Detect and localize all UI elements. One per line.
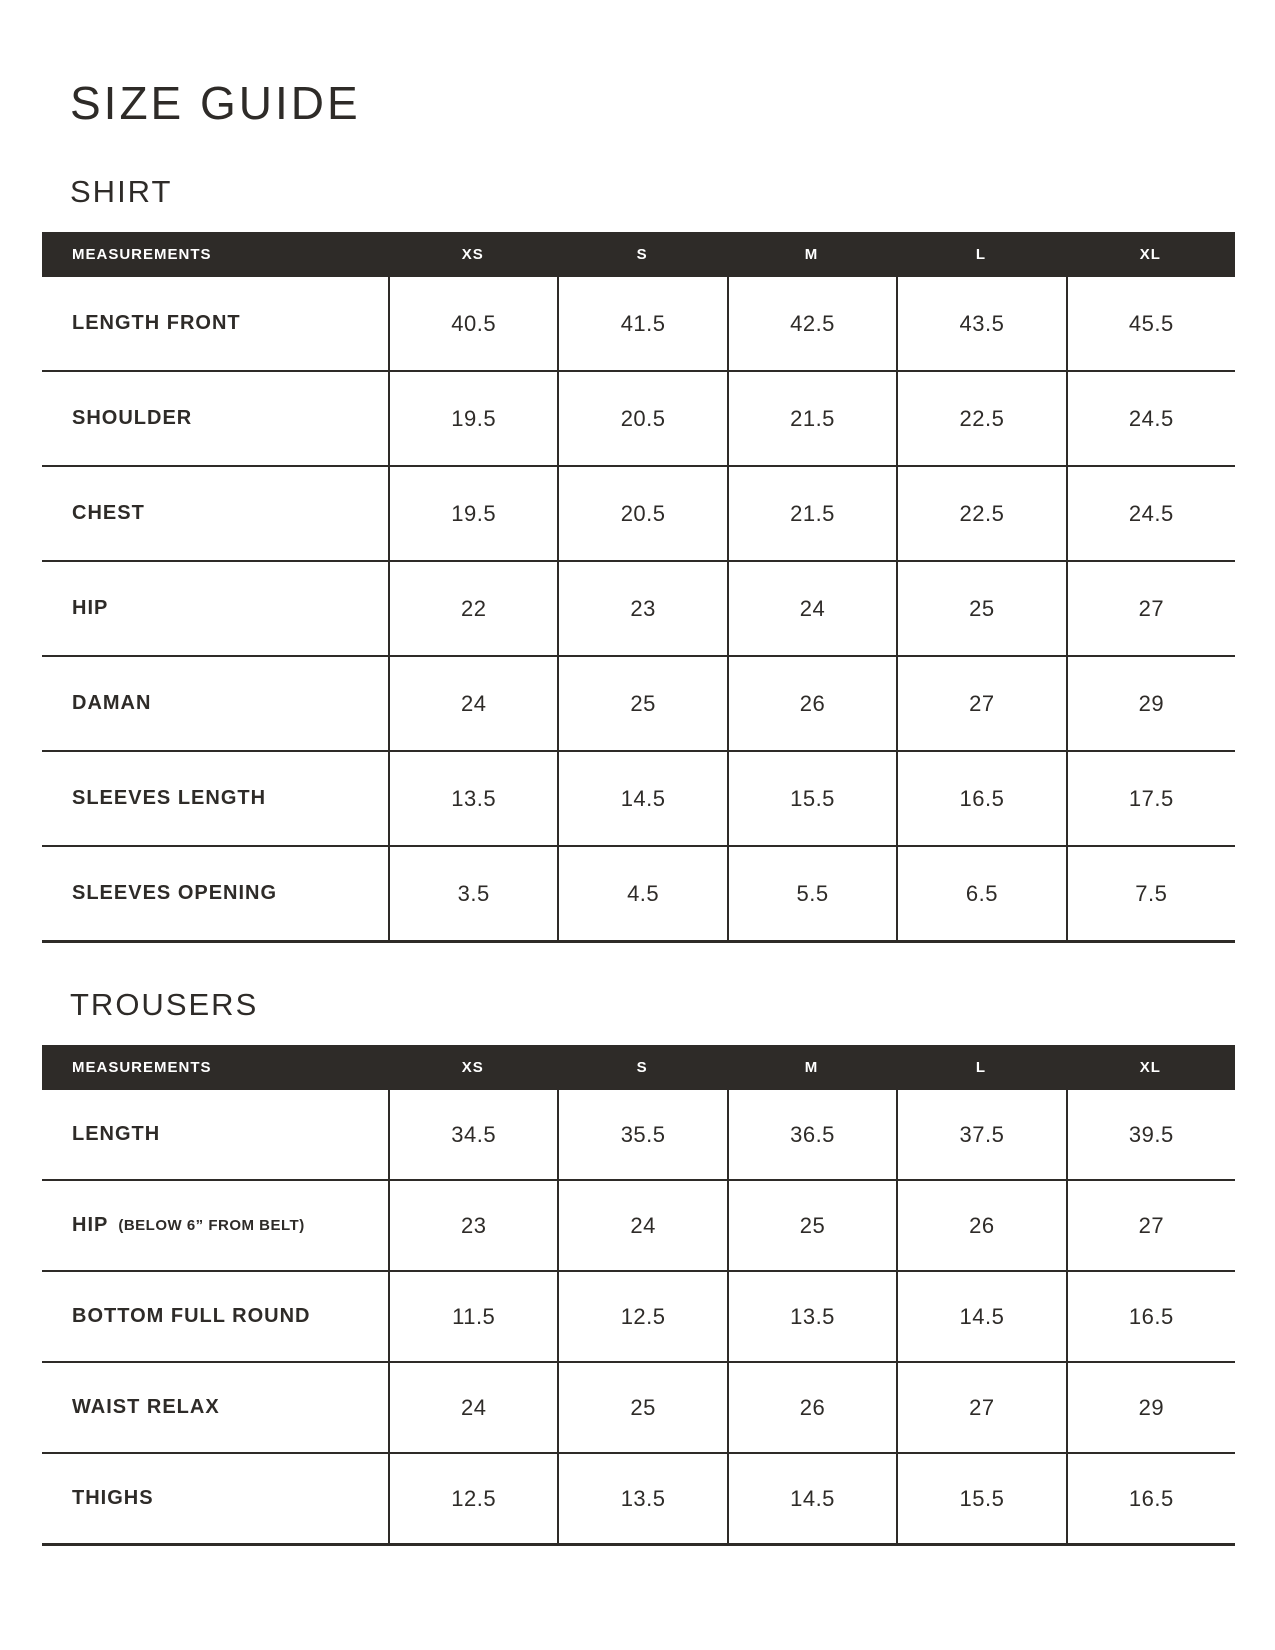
column-header-measurements: MEASUREMENTS [72,246,212,263]
cell-value: 25 [896,562,1065,655]
cell-value: 24 [557,1181,726,1270]
table-row-daman [42,655,1235,750]
cell-value: 25 [557,1363,726,1452]
cell-value: 12.5 [388,1454,557,1543]
cell-value: 29 [1066,657,1235,750]
row-label-text: HIP [72,1214,109,1236]
row-label [42,1090,388,1179]
cell-value: 7.5 [1066,847,1235,940]
cell-value: 20.5 [557,372,726,465]
cell-value: 27 [1066,1181,1235,1270]
cell-value: 19.5 [388,372,557,465]
cell-value: 16.5 [1066,1272,1235,1361]
cell-value: 24 [388,1363,557,1452]
column-header-measurements: MEASUREMENTS [72,1059,212,1076]
row-label [42,1181,388,1270]
cell-value: 13.5 [727,1272,896,1361]
cell-value: 6.5 [896,847,1065,940]
row-label: DAMAN [72,692,152,714]
cell-value: 11.5 [388,1272,557,1361]
cell-value: 27 [896,657,1065,750]
row-label-text: WAIST RELAX [72,1396,220,1418]
cell-value: 13.5 [388,752,557,845]
section-heading-shirt: SHIRT [70,174,173,209]
cell-value: 16.5 [1066,1454,1235,1543]
table-row-bottom-full-round [42,1270,1235,1361]
cell-value: 40.5 [388,277,557,370]
shirt-table-header-row [42,232,1235,277]
table-row-hip-below-belt [42,1179,1235,1270]
cell-value: 22 [388,562,557,655]
cell-value: 13.5 [557,1454,726,1543]
cell-value: 27 [896,1363,1065,1452]
page-title: SIZE GUIDE [70,77,361,129]
row-label-text: LENGTH [72,1123,161,1145]
table-row-shoulder [42,370,1235,465]
cell-value: 4.5 [557,847,726,940]
column-header-xl: XL [1139,1059,1161,1076]
cell-value: 14.5 [727,1454,896,1543]
cell-value: 37.5 [896,1090,1065,1179]
cell-value: 35.5 [557,1090,726,1179]
row-label: SHOULDER [72,407,193,429]
trousers-table-header-row [42,1045,1235,1090]
cell-value: 21.5 [727,372,896,465]
row-label [42,1272,388,1361]
table-row-chest [42,465,1235,560]
cell-value: 24 [727,562,896,655]
row-label [42,1363,388,1452]
row-label: SLEEVES OPENING [72,882,278,904]
row-label-note: (BELOW 6” FROM BELT) [118,1217,305,1234]
column-header-xl: XL [1139,246,1161,263]
cell-value: 25 [557,657,726,750]
cell-value: 23 [388,1181,557,1270]
cell-value: 21.5 [727,467,896,560]
cell-value: 39.5 [1066,1090,1235,1179]
cell-value: 45.5 [1066,277,1235,370]
table-row-sleeves-length [42,750,1235,845]
table-row-thighs [42,1452,1235,1543]
cell-value: 22.5 [896,372,1065,465]
cell-value: 34.5 [388,1090,557,1179]
table-row-hip [42,560,1235,655]
column-header-m: M [804,1059,819,1076]
column-header-s: S [636,1059,648,1076]
cell-value: 15.5 [727,752,896,845]
column-header-xs: XS [461,246,484,263]
cell-value: 26 [727,1363,896,1452]
cell-value: 26 [727,657,896,750]
shirt-size-table [42,232,1235,943]
cell-value: 25 [727,1181,896,1270]
cell-value: 14.5 [557,752,726,845]
cell-value: 36.5 [727,1090,896,1179]
row-label: SLEEVES LENGTH [72,787,267,809]
row-label-text: BOTTOM FULL ROUND [72,1305,311,1327]
cell-value: 12.5 [557,1272,726,1361]
column-header-l: L [975,246,986,263]
row-label [42,1454,388,1543]
table-row-sleeves-opening [42,845,1235,940]
cell-value: 22.5 [896,467,1065,560]
cell-value: 42.5 [727,277,896,370]
cell-value: 23 [557,562,726,655]
column-header-l: L [975,1059,986,1076]
table-row-waist-relax [42,1361,1235,1452]
table-row-length [42,1090,1235,1179]
row-label: HIP [72,597,109,619]
table-row-length-front [42,277,1235,370]
cell-value: 5.5 [727,847,896,940]
row-label: CHEST [72,502,145,524]
column-header-xs: XS [461,1059,484,1076]
cell-value: 24.5 [1066,467,1235,560]
column-header-s: S [636,246,648,263]
cell-value: 24.5 [1066,372,1235,465]
cell-value: 43.5 [896,277,1065,370]
cell-value: 17.5 [1066,752,1235,845]
section-heading-trousers: TROUSERS [70,987,259,1022]
row-label-text: THIGHS [72,1487,154,1509]
cell-value: 24 [388,657,557,750]
cell-value: 41.5 [557,277,726,370]
cell-value: 29 [1066,1363,1235,1452]
cell-value: 20.5 [557,467,726,560]
cell-value: 19.5 [388,467,557,560]
cell-value: 27 [1066,562,1235,655]
row-label: LENGTH FRONT [72,312,241,334]
trousers-size-table [42,1045,1235,1546]
cell-value: 15.5 [896,1454,1065,1543]
cell-value: 16.5 [896,752,1065,845]
cell-value: 3.5 [388,847,557,940]
cell-value: 14.5 [896,1272,1065,1361]
column-header-m: M [804,246,819,263]
cell-value: 26 [896,1181,1065,1270]
